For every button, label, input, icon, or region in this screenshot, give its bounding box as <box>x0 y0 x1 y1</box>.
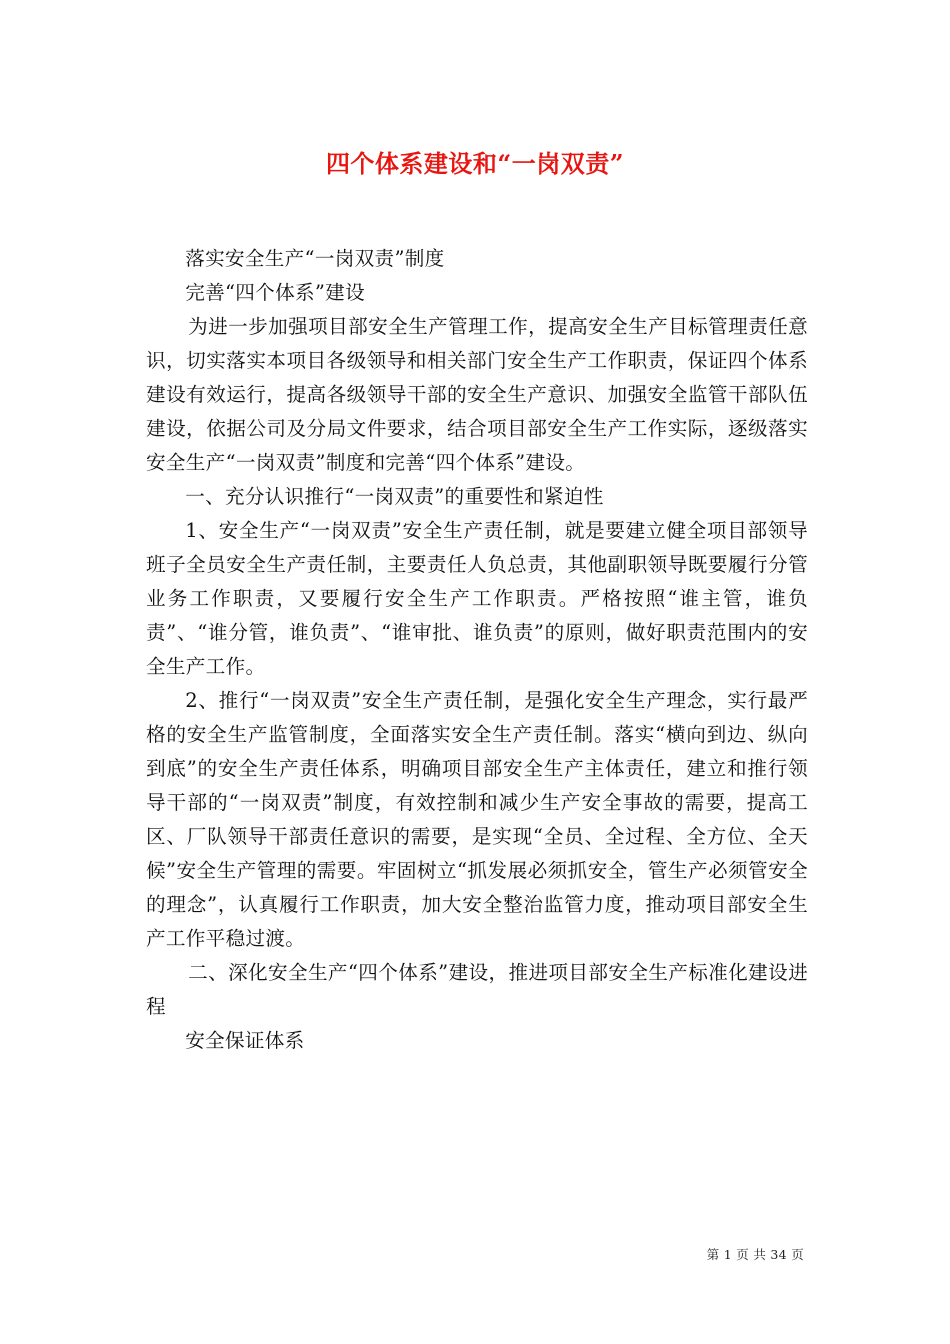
document-title: 四个体系建设和“一岗双责” <box>325 149 625 179</box>
intro-paragraph: 为进一步加强项目部安全生产管理工作，提高安全生产目标管理责任意识，切实落实本项目各级领导和相关部门安全生产工作职责，保证四个体系建设有效运行，提高各级领导干部的安全生产意识、加强安全监管干部队伍建设，依据公司及分局文件要求，结合项目部安全生产工作实际，逐级落实安全生产“一岗双责”制度和完善“四个体系”建设。 <box>146 315 808 474</box>
subheading-four-systems: 完善“四个体系”建设 <box>185 281 365 304</box>
subheading-safety-guarantee-system: 安全保证体系 <box>185 1029 305 1052</box>
paragraph-item-2: 2、推行“一岗双责”安全生产责任制，是强化安全生产理念，实行最严格的安全生产监管制度，全面落实安全生产责任制。落实“横向到边、纵向到底”的安全生产责任体系，明确项目部安全生产主体责任，建立和推行领导干部的“一岗双责”制度，有效控制和减少生产安全事故的需要，提高工区、厂队领导干部责任意识的需要，是实现“全员、全过程、全方位、全天候”安全生产管理的需要。牢固树立“抓发展必须抓安全，管生产必须管安全的理念”，认真履行工作职责，加大安全整治监管力度，推动项目部安全生产工作平稳过渡。 <box>146 689 808 950</box>
page-number-footer: 第 1 页 共 34 页 <box>706 1247 804 1262</box>
section-heading-2: 二、深化安全生产“四个体系”建设，推进项目部安全生产标准化建设进程 <box>146 961 808 1018</box>
section-heading-1: 一、充分认识推行“一岗双责”的重要性和紧迫性 <box>185 485 604 508</box>
paragraph-item-1: 1、安全生产“一岗双责”安全生产责任制，就是要建立健全项目部领导班子全员安全生产责任制，主要责任人负总责，其他副职领导既要履行分管业务工作职责，又要履行安全生产工作职责。严格按照“谁主管，谁负责”、“谁分管，谁负责”、“谁审批、谁负责”的原则，做好职责范围内的安全生产工作。 <box>146 519 808 678</box>
document-body <box>146 242 808 1058</box>
subheading-one-post-dual-duty: 落实安全生产“一岗双责”制度 <box>185 247 445 270</box>
